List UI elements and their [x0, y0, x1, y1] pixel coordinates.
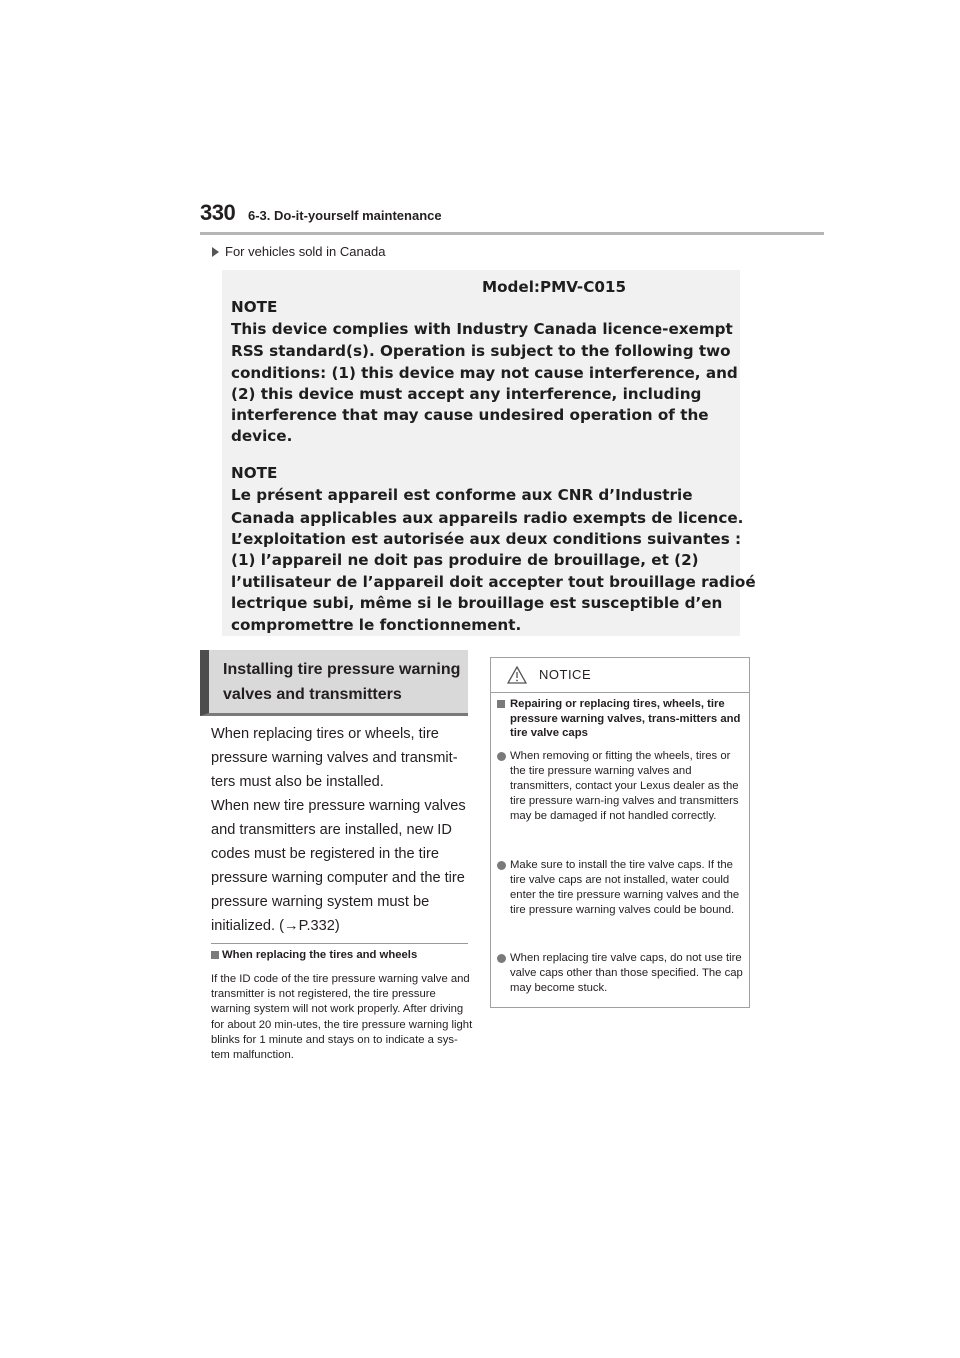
square-bullet-icon: [497, 700, 505, 708]
notice-bullet-text: When removing or fitting the wheels, tires or the tire pressure warning valves and transmitters, contact your Lexus dealer as the tire pressure warn-ing valves and transmitters may be damaged if not handled correctly.: [510, 750, 739, 822]
tires-note-heading: [211, 949, 417, 961]
circle-bullet-icon: [497, 752, 506, 761]
notice-box: [490, 657, 750, 1008]
page-number: 330: [200, 200, 236, 225]
subsection-divider: [211, 943, 468, 944]
label-line: device.: [231, 427, 293, 445]
model-number: Model:PMV-C015: [482, 278, 627, 296]
install-heading-line1: Installing tire pressure warning: [223, 661, 461, 678]
triangle-right-icon: [212, 247, 219, 257]
warning-triangle-icon: [507, 666, 527, 684]
notice-bullet-text: When replacing tire valve caps, do not use tire valve caps other than those specified. The cap may become stuck.: [510, 952, 743, 994]
notice-title-row: [491, 658, 749, 693]
label-line: NOTE: [231, 464, 278, 482]
tires-note-heading-text: When replacing the tires and wheels: [222, 949, 418, 961]
circle-bullet-icon: [497, 861, 506, 870]
notice-title: NOTICE: [539, 667, 592, 682]
circle-bullet-icon: [497, 954, 506, 963]
install-paragraph-2: When new tire pressure warning valves and transmitters are installed, new ID codes must be registered in the tire pressure warning computer and the tire pressure warning system must be initialized. (→P.332): [211, 798, 466, 934]
label-line: conditions: (1) this device may not cause interference, and: [231, 364, 738, 382]
canada-label: [212, 244, 385, 259]
label-line: (1) l’appareil ne doit pas produire de brouillage, et (2): [231, 551, 699, 569]
label-line: NOTE: [231, 298, 278, 316]
label-line: l’utilisateur de l’appareil doit accepter tout brouillage radioé: [231, 573, 756, 591]
install-heading-line2: valves and transmitters: [223, 686, 402, 703]
label-line: This device complies with Industry Canada licence-exempt: [231, 320, 733, 338]
install-paragraph-1: When replacing tires or wheels, tire pressure warning valves and transmit-ters must also be installed.: [211, 726, 458, 790]
header-divider: [200, 232, 824, 235]
label-line: lectrique subi, même si le brouillage est susceptible d’en: [231, 594, 723, 612]
device-label-image: [222, 270, 756, 636]
label-line: L’exploitation est autorisée aux deux conditions suivantes :: [231, 530, 742, 548]
label-line: compromettre le fonctionnement.: [231, 616, 522, 634]
label-line: (2) this device must accept any interference, including: [231, 385, 702, 403]
canada-label-text: For vehicles sold in Canada: [225, 244, 386, 259]
label-line: Le présent appareil est conforme aux CNR d’Industrie: [231, 486, 693, 504]
square-bullet-icon: [211, 951, 219, 959]
tires-note-body: If the ID code of the tire pressure warning valve and transmitter is not registered, the tire pressure warning system will not work properly. After driving for about 20 min-utes, the tire pressure warning light blinks for 1 minute and stays on to indicate a sys-tem malfunction.: [211, 973, 473, 1062]
notice-heading-text: Repairing or replacing tires, wheels, tire pressure warning valves, trans-mitters and tire valve caps: [510, 698, 741, 740]
label-line: interference that may cause undesired operation of the: [231, 406, 709, 424]
install-section-heading: [200, 650, 468, 716]
label-line: Canada applicables aux appareils radio exempts de licence.: [231, 509, 744, 527]
notice-bullet-text: Make sure to install the tire valve caps. If the tire valve caps are not installed, water could enter the tire pressure warning valves and the tire pressure warning valves could be bound.: [510, 859, 740, 916]
label-line: RSS standard(s). Operation is subject to the following two: [231, 342, 731, 360]
section-title: 6-3. Do-it-yourself maintenance: [248, 208, 442, 223]
